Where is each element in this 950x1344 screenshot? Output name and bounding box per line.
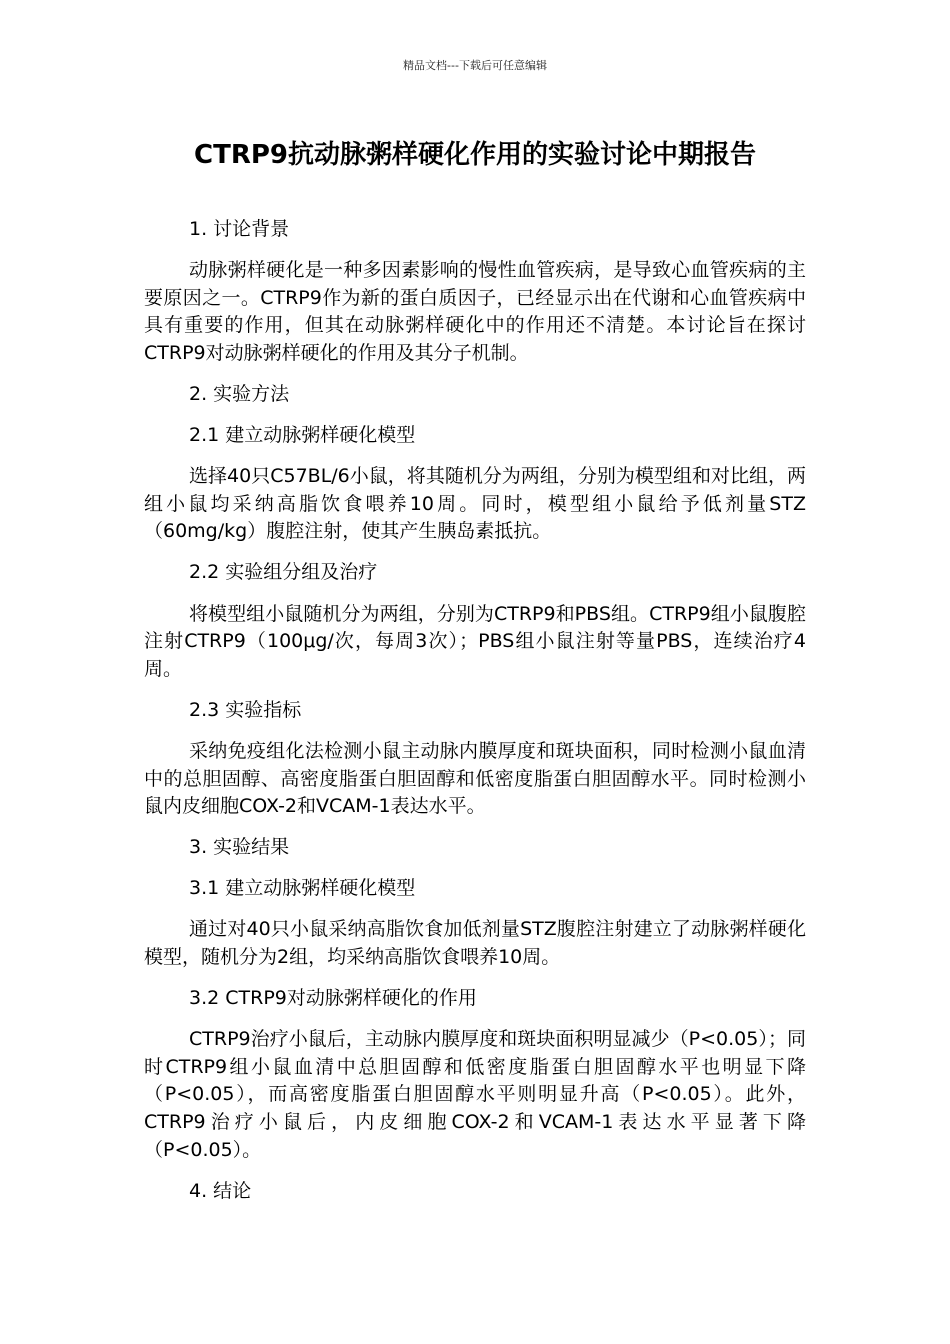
subsection-heading-model: 2.1 建立动脉粥样硬化模型 (189, 424, 416, 447)
paragraph-ctrp9-effect: CTRP9治疗小鼠后，主动脉内膜厚度和斑块面积明显减少（P<0.05）；同时CTRP9组小鼠血清中总胆固醇和低密度脂蛋白胆固醇水平也明显下降（P<0.05），而高密度脂蛋白胆固醇水平则明显升高（P<0.05）。此外，CTRP9治疗小鼠后，内皮细胞COX-2和VCAM-1表达水平显著下降（P<0.05）。 (144, 1028, 806, 1161)
paragraph-indicators: 采纳免疫组化法检测小鼠主动脉内膜厚度和斑块面积，同时检测小鼠血清中的总胆固醇、高密度脂蛋白胆固醇和低密度脂蛋白胆固醇水平。同时检测小鼠内皮细胞COX-2和VCAM-1表达水平。 (144, 739, 806, 818)
section-heading-conclusion: 4. 结论 (189, 1179, 252, 1202)
paragraph-model: 选择40只C57BL/6小鼠，将其随机分为两组，分别为模型组和对比组，两组小鼠均采纳高脂饮食喂养10周。同时，模型组小鼠给予低剂量STZ（60mg/kg）腹腔注射，使其产生胰岛素抵抗。 (144, 465, 806, 543)
subsection-heading-model-result: 3.1 建立动脉粥样硬化模型 (189, 877, 416, 900)
document-body (144, 216, 806, 1219)
section-heading-background: 1. 讨论背景 (189, 218, 290, 240)
subsection-heading-indicators: 2.3 实验指标 (189, 698, 302, 721)
header-note: 精品文档---下载后可任意编辑 (403, 59, 547, 72)
paragraph-model-result: 通过对40只小鼠采纳高脂饮食加低剂量STZ腹腔注射建立了动脉粥样硬化模型，随机分为2组，均采纳高脂饮食喂养10周。 (144, 918, 806, 968)
paragraph-background: 动脉粥样硬化是一种多因素影响的慢性血管疾病，是导致心血管疾病的主要原因之一。CTRP9作为新的蛋白质因子，已经显示出在代谢和心血管疾病中具有重要的作用，但其在动脉粥样硬化中的作用还不清楚。本讨论旨在探讨CTRP9对动脉粥样硬化的作用及其分子机制。 (144, 259, 806, 364)
subsection-heading-ctrp9-effect: 3.2 CTRP9对动脉粥样硬化的作用 (189, 987, 477, 1010)
document-title: CTRP9抗动脉粥样硬化作用的实验讨论中期报告 (194, 140, 756, 170)
section-heading-results: 3. 实验结果 (189, 836, 290, 859)
subsection-heading-grouping: 2.2 实验组分组及治疗 (189, 561, 378, 584)
section-heading-methods: 2. 实验方法 (189, 382, 290, 405)
paragraph-grouping: 将模型组小鼠随机分为两组，分别为CTRP9和PBS组。CTRP9组小鼠腹腔注射CTRP9（100μg/次，每周3次）；PBS组小鼠注射等量PBS，连续治疗4周。 (144, 602, 806, 680)
